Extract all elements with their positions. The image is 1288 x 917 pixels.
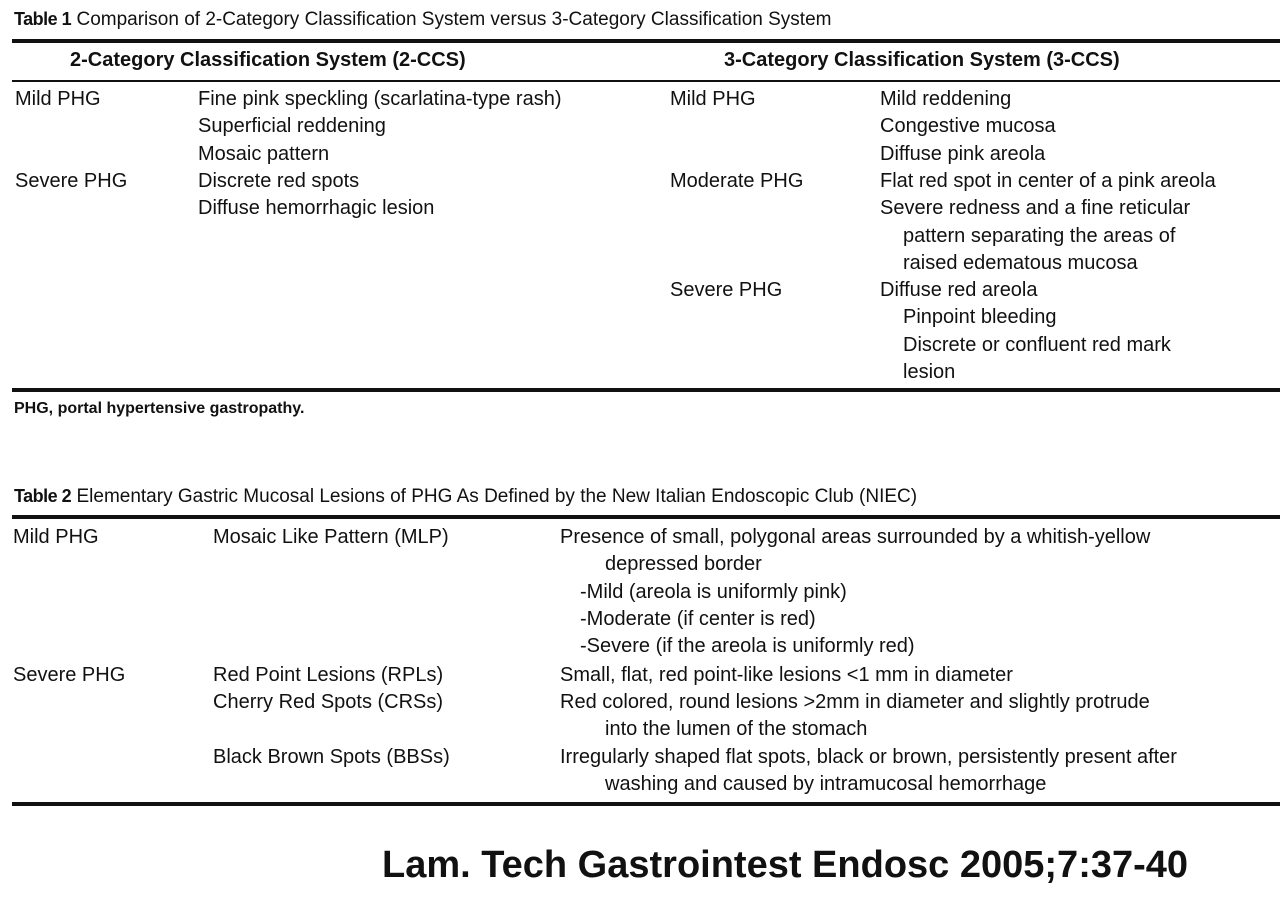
ccs2-severe-label: Severe PHG [15, 170, 128, 192]
ccs3-severe-item: Pinpoint bleeding [903, 306, 1057, 329]
table2-caption-text: Elementary Gastric Mucosal Lesions of PHG As Defined by the New Italian Endoscopic Club (NIEC) [76, 486, 918, 507]
ccs3-moderate-label: Moderate PHG [670, 170, 804, 192]
crs-desc-line: into the lumen of the stomach [605, 718, 868, 741]
table1-header-3ccs: 3-Category Classification System (3-CCS) [724, 49, 1120, 71]
ccs3-severe-label: Severe PHG [670, 279, 783, 301]
table2-caption-label: Table 2 [14, 486, 72, 506]
mlp-desc-line: depressed border [605, 553, 762, 576]
table1-caption-label: Table 1 [14, 9, 72, 29]
ccs3-mild-item: Congestive mucosa [880, 115, 1056, 138]
ccs3-moderate-item: Severe redness and a fine reticular [880, 197, 1191, 220]
ccs3-mild-items [880, 86, 1056, 168]
crs-desc-line: Red colored, round lesions >2mm in diameter and slightly protrude [560, 691, 1150, 713]
ccs3-moderate-item-cont: raised edematous mucosa [903, 251, 1138, 274]
bbs-desc-line: washing and caused by intramucosal hemorrhage [605, 773, 1047, 796]
table2-mlp-desc [560, 524, 1150, 660]
ccs2-severe-item: Diffuse hemorrhagic lesion [198, 197, 435, 220]
table1-header-2ccs: 2-Category Classification System (2-CCS) [70, 49, 466, 71]
ccs2-mild-label: Mild PHG [15, 88, 101, 110]
table1-bottom-rule [12, 388, 1280, 392]
ccs2-severe-items [198, 168, 434, 223]
ccs3-moderate-item: Flat red spot in center of a pink areola [880, 170, 1216, 192]
mlp-desc-line: Presence of small, polygonal areas surrounded by a whitish-yellow [560, 526, 1151, 548]
mlp-desc-line: -Severe (if the areola is uniformly red) [580, 635, 915, 658]
table2-rpl-name: Red Point Lesions (RPLs) [213, 664, 444, 686]
ccs2-severe-item: Discrete red spots [198, 170, 360, 192]
ccs3-severe-item: Diffuse red areola [880, 279, 1038, 301]
mlp-desc-line: -Mild (areola is uniformly pink) [580, 580, 847, 603]
table2-bottom-rule [12, 802, 1280, 806]
ccs2-mild-items [198, 86, 562, 168]
table2-severe-label: Severe PHG [13, 664, 126, 686]
table2-crs-desc [560, 689, 1150, 744]
ccs3-severe-items [880, 277, 1171, 386]
ccs3-moderate-items [880, 168, 1216, 277]
table2-rpl-desc: Small, flat, red point-like lesions <1 mm in diameter [560, 664, 1013, 686]
table2-bbs-name: Black Brown Spots (BBSs) [213, 746, 450, 768]
table2-crs-name: Cherry Red Spots (CRSs) [213, 691, 444, 713]
ccs3-moderate-item-cont: pattern separating the areas of [903, 224, 1176, 247]
table1-caption [14, 9, 831, 31]
table2-mild-label: Mild PHG [13, 526, 99, 548]
mlp-desc-line: -Moderate (if center is red) [580, 607, 816, 630]
table2-top-rule [12, 515, 1280, 519]
ccs3-mild-item: Diffuse pink areola [880, 142, 1046, 165]
ccs3-severe-item: Discrete or confluent red mark [903, 333, 1171, 356]
ccs3-mild-label: Mild PHG [670, 88, 756, 110]
ccs2-mild-item: Mosaic pattern [198, 142, 330, 165]
table2-caption [14, 486, 917, 508]
table1-footnote: PHG, portal hypertensive gastropathy. [14, 400, 305, 417]
table2-mlp-name: Mosaic Like Pattern (MLP) [213, 526, 449, 548]
table1-header-rule [12, 80, 1280, 82]
table1-top-rule [12, 39, 1280, 43]
table2-bbs-desc [560, 744, 1177, 799]
ccs3-mild-item: Mild reddening [880, 88, 1012, 110]
ccs2-mild-item: Fine pink speckling (scarlatina-type rash) [198, 88, 562, 110]
ccs2-mild-item: Superficial reddening [198, 115, 386, 138]
table1-caption-text: Comparison of 2-Category Classification System versus 3-Category Classification System [76, 9, 832, 30]
bbs-desc-line: Irregularly shaped flat spots, black or brown, persistently present after [560, 746, 1177, 768]
citation: Lam. Tech Gastrointest Endosc 2005;7:37-40 [382, 844, 1189, 886]
ccs3-severe-item-cont: lesion [903, 360, 956, 383]
